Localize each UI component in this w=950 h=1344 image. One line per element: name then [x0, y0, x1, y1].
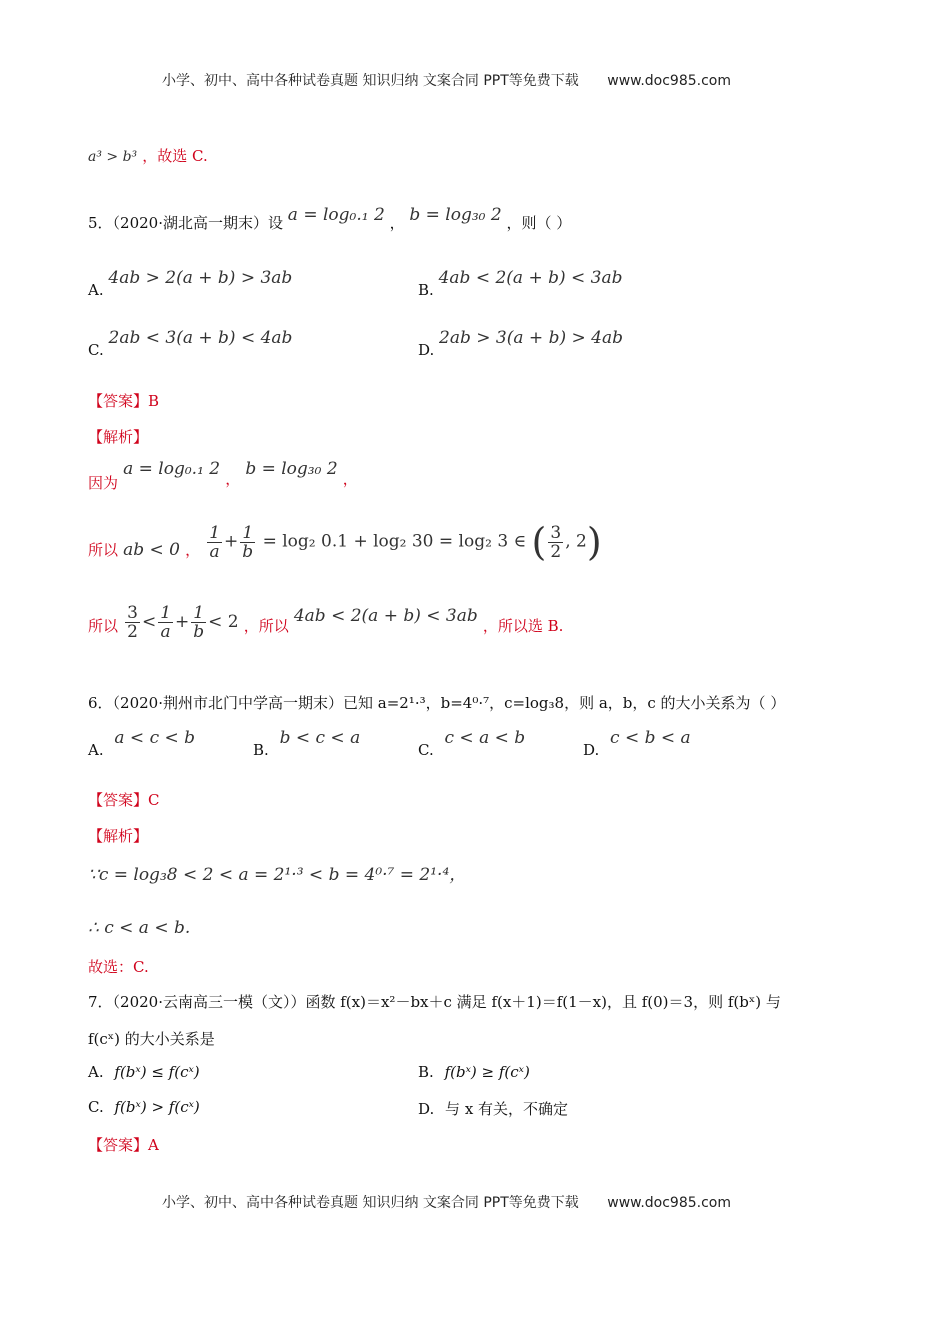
q5-stem: 5．（2020·湖北高一期末）设 a = log₀.₁ 2 ， b = log₃₀ 2 ，则（ ） [88, 205, 572, 232]
fraction-1-over-a: $\frac{1}{a}$ [209, 522, 221, 562]
q7-stem-line2: f(cˣ) 的大小关系是 [88, 1030, 215, 1048]
q6-option-b[interactable]: B. b < c < a [253, 728, 361, 759]
q5-answer: 【答案】B [88, 392, 160, 410]
q6-analysis-line2: ∴ c < a < b. [88, 918, 191, 938]
q6-analysis-title: 【解析】 [88, 827, 149, 845]
q5-analysis-line1: 因为 a = log₀.₁ 2 ， b = log₃₀ 2 ， [88, 459, 358, 492]
q6-option-c[interactable]: C. c < a < b [418, 728, 526, 759]
q5-option-c[interactable]: C. 2ab < 3(a + b) < 4ab [88, 328, 293, 359]
q5-option-a[interactable]: A. 4ab > 2(a + b) > 3ab [88, 268, 293, 299]
q7-option-b[interactable]: B. f(bˣ) ≥ f(cˣ) [418, 1063, 530, 1081]
q6-conclusion: 故选：C. [88, 958, 149, 976]
q6-option-a[interactable]: A. a < c < b [88, 728, 196, 759]
fraction-1-over-b-b: $\frac{1}{b}$ [193, 603, 205, 642]
fraction-3-over-2b: $\frac{3}{2}$ [127, 603, 138, 642]
q5-analysis-title: 【解析】 [88, 428, 149, 446]
q7-option-d[interactable]: D. 与 x 有关，不确定 [418, 1100, 569, 1118]
fraction-3-over-2: $\frac{3}{2}$ [550, 522, 562, 562]
page-footer: 小学、初中、高中各种试卷真题 知识归纳 文案合同 PPT等免费下载 www.doc985.com [162, 1195, 731, 1211]
fraction-1-over-a-b: $\frac{1}{a}$ [160, 603, 172, 642]
q6-analysis-line1: ∵c = log₃8 < 2 < a = 2¹·³ < b = 4⁰·⁷ = 2¹·⁴， [88, 865, 467, 885]
q7-option-a[interactable]: A. f(bˣ) ≤ f(cˣ) [88, 1063, 200, 1081]
q5-analysis-line2: 所以 ab < 0 ， $\frac{1}{a}$ + $\frac{1}{b}$ = log₂ 0.1 + log₂ 30 = log₂ 3 ∈ ( $\frac{3}{2}$ , 2) [88, 520, 602, 564]
fraction-1-over-b: $\frac{1}{b}$ [242, 522, 254, 562]
q5-analysis-line3: 所以 $\frac{3}{2}$ < $\frac{1}{a}$ + $\frac{1}{b}$ < 2 ，所以 4ab < 2(a + b) < 3ab ，所以选 B. [88, 603, 564, 642]
q7-answer: 【答案】A [88, 1136, 159, 1154]
prev-conclusion: a³ > b³ ，故选 C. [88, 147, 208, 165]
q7-option-c[interactable]: C. f(bˣ) > f(cˣ) [88, 1098, 200, 1116]
q6-answer: 【答案】C [88, 791, 160, 809]
q6-stem: 6．（2020·荆州市北门中学高一期末）已知 a=2¹·³，b=4⁰·⁷，c=log₃8，则 a，b，c 的大小关系为（ ） [88, 694, 786, 712]
header-site[interactable]: www.doc985.com [607, 73, 731, 89]
q7-stem-line1: 7．（2020·云南高三一模（文））函数 f(x)＝x²－bx＋c 满足 f(x＋1)＝f(1－x)，且 f(0)＝3，则 f(bˣ) 与 [88, 993, 781, 1011]
q5-option-d[interactable]: D. 2ab > 3(a + b) > 4ab [418, 328, 623, 359]
footer-site[interactable]: www.doc985.com [607, 1195, 731, 1211]
page-header: 小学、初中、高中各种试卷真题 知识归纳 文案合同 PPT等免费下载 www.doc985.com [162, 73, 731, 89]
q6-option-d[interactable]: D. c < b < a [583, 728, 691, 759]
q5-option-b[interactable]: B. 4ab < 2(a + b) < 3ab [418, 268, 623, 299]
